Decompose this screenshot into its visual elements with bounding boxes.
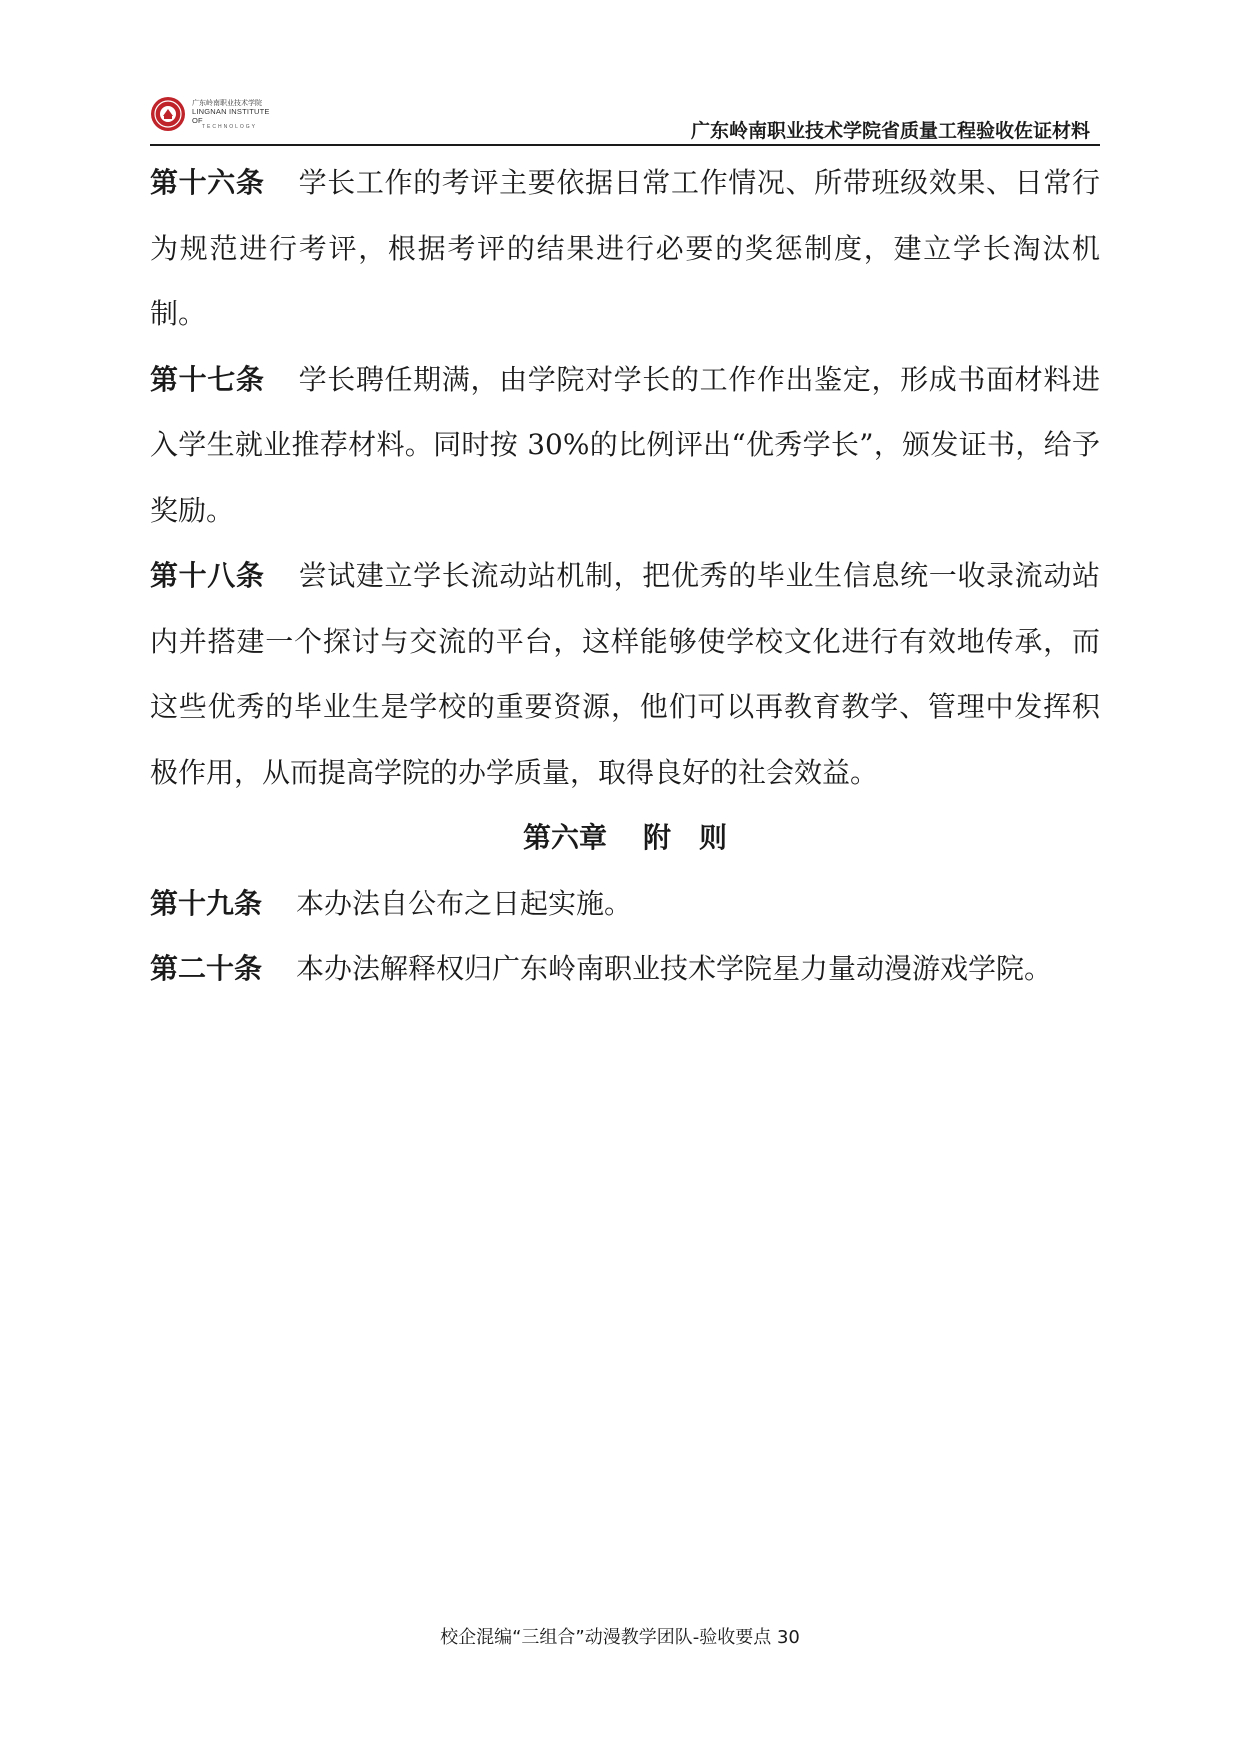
article-text: 本办法自公布之日起实施。 [296, 886, 633, 920]
logo-en-name: LINGNAN INSTITUTE OF [192, 107, 270, 125]
article-number: 第十七条 [150, 362, 265, 396]
article-number: 第十六条 [150, 166, 265, 199]
seal-icon [150, 96, 186, 132]
logo-cn-name: 广东岭南职业技术学院 [192, 100, 262, 107]
header-divider [150, 144, 1100, 146]
chapter-number: 第六章 [522, 821, 607, 854]
article-number: 第十九条 [150, 886, 263, 920]
document-body [150, 150, 1100, 1002]
logo-en-name-2: TECHNOLOGY [202, 124, 258, 131]
logo-text [192, 100, 280, 131]
chapter-name: 附 则 [643, 821, 728, 854]
article-text: 本办法解释权归广东岭南职业技术学院星力量动漫游戏学院。 [296, 952, 1053, 985]
page-footer: 校企混编“三组合”动漫教学团队-验收要点 30 [440, 1627, 800, 1648]
article-number: 第二十条 [150, 952, 263, 985]
article-text: 尝试建立学长流动站机制，把优秀的毕业生信息统一收录流动站内并搭建一个探讨与交流的平台，这样能够使学校文化进行有效地传承，而这些优秀的毕业生是学校的重要资源，他们可以再教育教学、管理中发挥积极作用，从而提高学院的办学质量，取得良好的社会效益。 [150, 559, 1100, 789]
header-title: 广东岭南职业技术学院省质量工程验收佐证材料 [690, 120, 1090, 142]
article-18 [150, 543, 1100, 805]
article-19 [150, 871, 1100, 937]
article-16 [150, 150, 1100, 347]
article-20 [150, 936, 1100, 1002]
article-17 [150, 347, 1100, 544]
article-number: 第十八条 [150, 559, 265, 592]
institute-logo [150, 96, 280, 140]
page-header [0, 0, 1240, 142]
chapter-heading [150, 805, 1100, 871]
article-text: 学长工作的考评主要依据日常工作情况、所带班级效果、日常行为规范进行考评，根据考评的结果进行必要的奖惩制度，建立学长淘汰机制。 [150, 166, 1100, 330]
article-text: 学长聘任期满，由学院对学长的工作作出鉴定，形成书面材料进入学生就业推荐材料。同时按 30%的比例评出“优秀学长”，颁发证书，给予奖励。 [150, 362, 1100, 527]
